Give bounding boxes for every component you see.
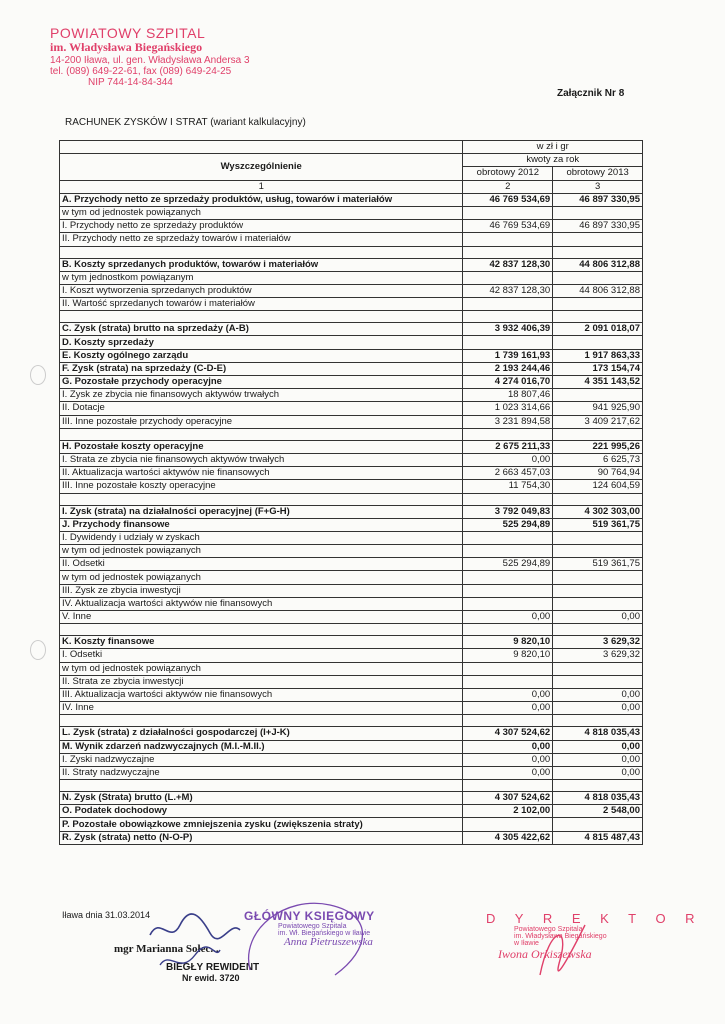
- row-label: w tym od jednostek powiązanych: [60, 545, 463, 558]
- value-2012: 4 274 016,70: [463, 376, 553, 389]
- row-label: III. Inne pozostałe koszty operacyjne: [60, 480, 463, 493]
- table-row: [60, 480, 643, 493]
- row-label: I. Strata ze zbycia nie finansowych aktywów trwałych: [60, 453, 463, 466]
- row-label: III. Aktualizacja wartości aktywów nie finansowych: [60, 688, 463, 701]
- table-row: [60, 597, 643, 610]
- value-2013: [553, 493, 643, 505]
- value-2012: 4 305 422,62: [463, 831, 553, 844]
- value-2013: 124 604,59: [553, 480, 643, 493]
- value-2012: 46 769 534,69: [463, 220, 553, 233]
- value-2012: [463, 493, 553, 505]
- value-2013: [553, 571, 643, 584]
- row-label: II. Strata ze zbycia inwestycji: [60, 675, 463, 688]
- table-row: [60, 831, 643, 844]
- value-2013: [553, 597, 643, 610]
- value-2012: 0,00: [463, 611, 553, 624]
- table-row: [60, 805, 643, 818]
- value-2012: 18 807,46: [463, 389, 553, 402]
- row-label: III. Zysk ze zbycia inwestycji: [60, 584, 463, 597]
- value-2013: 173 154,74: [553, 362, 643, 375]
- value-2012: [463, 597, 553, 610]
- row-label: L. Zysk (strata) z działalności gospodarczej (I+J-K): [60, 727, 463, 740]
- row-label: [60, 311, 463, 323]
- table-row: [60, 584, 643, 597]
- row-label: w tym od jednostek powiązanych: [60, 206, 463, 219]
- description-header: Wyszczególnienie: [60, 154, 463, 180]
- income-statement-table: [59, 140, 643, 845]
- value-2012: 0,00: [463, 453, 553, 466]
- value-2013: [553, 662, 643, 675]
- signer-name: mgr Marianna Sołec...: [114, 943, 219, 955]
- row-label: I. Zyski nadzwyczajne: [60, 753, 463, 766]
- row-label: w tym od jednostek powiązanych: [60, 662, 463, 675]
- value-2012: 2 102,00: [463, 805, 553, 818]
- value-2013: [553, 428, 643, 440]
- table-row: [60, 662, 643, 675]
- table-row: [60, 220, 643, 233]
- row-label: C. Zysk (strata) brutto na sprzedaży (A-B): [60, 323, 463, 336]
- punch-hole: [30, 640, 46, 660]
- value-2013: [553, 233, 643, 246]
- value-2012: [463, 233, 553, 246]
- spacer-row: [60, 311, 643, 323]
- table-row: [60, 675, 643, 688]
- accountant-line: Powiatowego Szpitala: [278, 922, 347, 930]
- row-label: O. Podatek dochodowy: [60, 805, 463, 818]
- row-label: K. Koszty finansowe: [60, 636, 463, 649]
- table-row: [60, 753, 643, 766]
- column-number-row: [60, 180, 643, 193]
- value-2013: 3 409 217,62: [553, 415, 643, 428]
- spacer-row: [60, 493, 643, 505]
- hospital-stamp: [50, 26, 250, 88]
- value-2012: [463, 311, 553, 323]
- value-2013: [553, 311, 643, 323]
- row-label: F. Zysk (strata) na sprzedaży (C-D-E): [60, 362, 463, 375]
- value-2013: 519 361,75: [553, 518, 643, 531]
- value-2013: 90 764,94: [553, 467, 643, 480]
- table-row: [60, 415, 643, 428]
- value-2013: [553, 675, 643, 688]
- punch-hole: [30, 365, 46, 385]
- row-label: II. Straty nadzwyczajne: [60, 766, 463, 779]
- value-2013: 1 917 863,33: [553, 349, 643, 362]
- row-label: [60, 780, 463, 792]
- table-row: [60, 649, 643, 662]
- value-2012: [463, 246, 553, 258]
- value-2012: 3 792 049,83: [463, 505, 553, 518]
- value-2013: 0,00: [553, 611, 643, 624]
- table-row: [60, 453, 643, 466]
- row-label: [60, 246, 463, 258]
- value-2013: 3 629,32: [553, 649, 643, 662]
- value-2013: [553, 298, 643, 311]
- value-2012: [463, 336, 553, 349]
- row-label: I. Koszt wytworzenia sprzedanych produktów: [60, 284, 463, 297]
- table-row: [60, 558, 643, 571]
- table-row: [60, 376, 643, 389]
- director-line: im. Władysława Biegańskiego: [514, 932, 607, 940]
- value-2012: [463, 571, 553, 584]
- value-2012: [463, 545, 553, 558]
- table-row: [60, 702, 643, 715]
- value-2013: [553, 271, 643, 284]
- stamp-line: NIP 744-14-84-344: [88, 76, 173, 88]
- column-number: 3: [553, 180, 643, 193]
- column-number: 2: [463, 180, 553, 193]
- header-cell: [60, 141, 463, 154]
- value-2012: [463, 780, 553, 792]
- value-2013: 0,00: [553, 688, 643, 701]
- value-2012: 4 307 524,62: [463, 727, 553, 740]
- row-label: D. Koszty sprzedaży: [60, 336, 463, 349]
- table-row: [60, 233, 643, 246]
- table-row: [60, 727, 643, 740]
- director-name: Iwona Orkiszewska: [498, 946, 592, 961]
- value-2013: 4 351 143,52: [553, 376, 643, 389]
- spacer-row: [60, 246, 643, 258]
- value-2012: 2 193 244,46: [463, 362, 553, 375]
- row-label: G. Pozostałe przychody operacyjne: [60, 376, 463, 389]
- director-stamp: [486, 912, 703, 960]
- auditor-stamp: [166, 963, 259, 983]
- row-label: [60, 715, 463, 727]
- row-label: H. Pozostałe koszty operacyjne: [60, 440, 463, 453]
- value-2013: 4 302 303,00: [553, 505, 643, 518]
- row-label: [60, 493, 463, 505]
- director-line: w Iławie: [514, 940, 539, 948]
- value-2012: [463, 584, 553, 597]
- table-row: [60, 636, 643, 649]
- row-label: III. Inne pozostałe przychody operacyjne: [60, 415, 463, 428]
- value-2013: [553, 545, 643, 558]
- row-label: M. Wynik zdarzeń nadzwyczajnych (M.I.-M.II.): [60, 740, 463, 753]
- table-row: [60, 688, 643, 701]
- director-title: D Y R E K T O R: [486, 911, 703, 926]
- row-label: w tym od jednostek powiązanych: [60, 571, 463, 584]
- row-label: B. Koszty sprzedanych produktów, towarów i materiałów: [60, 258, 463, 271]
- row-label: [60, 428, 463, 440]
- table-row: [60, 818, 643, 831]
- value-2012: 2 675 211,33: [463, 440, 553, 453]
- value-2012: [463, 675, 553, 688]
- value-2013: 4 818 035,43: [553, 792, 643, 805]
- value-2012: 3 231 894,58: [463, 415, 553, 428]
- spacer-row: [60, 624, 643, 636]
- table-row: [60, 518, 643, 531]
- table-row: [60, 336, 643, 349]
- value-2013: 0,00: [553, 702, 643, 715]
- value-2012: [463, 715, 553, 727]
- row-label: I. Zysk ze zbycia nie finansowych aktywów trwałych: [60, 389, 463, 402]
- value-2012: 0,00: [463, 702, 553, 715]
- value-2012: 1 739 161,93: [463, 349, 553, 362]
- table-row: [60, 206, 643, 219]
- table-row: [60, 531, 643, 544]
- value-2013: 2 548,00: [553, 805, 643, 818]
- value-2012: [463, 818, 553, 831]
- table-row: [60, 284, 643, 297]
- director-line: Powiatowego Szpitala: [514, 925, 583, 933]
- value-2013: 46 897 330,95: [553, 193, 643, 206]
- value-2012: 11 754,30: [463, 480, 553, 493]
- table-row: [60, 545, 643, 558]
- table-row: [60, 505, 643, 518]
- table-row: [60, 193, 643, 206]
- row-label: P. Pozostałe obowiązkowe zmniejszenia zysku (zwiększenia straty): [60, 818, 463, 831]
- accountant-title: GŁÓWNY KSIĘGOWY: [244, 909, 375, 923]
- value-2013: [553, 389, 643, 402]
- spacer-row: [60, 715, 643, 727]
- value-2012: 0,00: [463, 766, 553, 779]
- value-2013: [553, 246, 643, 258]
- row-label: R. Zysk (strata) netto (N-O-P): [60, 831, 463, 844]
- table-header-row: [60, 154, 643, 167]
- document-title: RACHUNEK ZYSKÓW I STRAT (wariant kalkulacyjny): [65, 117, 306, 128]
- table-row: [60, 611, 643, 624]
- value-2013: [553, 780, 643, 792]
- table-row: [60, 467, 643, 480]
- attachment-label: Załącznik Nr 8: [557, 88, 625, 99]
- value-2012: [463, 206, 553, 219]
- value-2012: 42 837 128,30: [463, 258, 553, 271]
- row-label: E. Koszty ogólnego zarządu: [60, 349, 463, 362]
- value-2012: [463, 531, 553, 544]
- row-label: [60, 624, 463, 636]
- value-2013: 4 818 035,43: [553, 727, 643, 740]
- spacer-row: [60, 428, 643, 440]
- accountant-line: im. Wł. Biegańskiego w Iławie: [278, 929, 371, 937]
- value-2013: 0,00: [553, 753, 643, 766]
- value-2013: 44 806 312,88: [553, 284, 643, 297]
- table-row: [60, 440, 643, 453]
- value-2012: 46 769 534,69: [463, 193, 553, 206]
- table-row: [60, 571, 643, 584]
- value-2012: 0,00: [463, 740, 553, 753]
- table-row: [60, 362, 643, 375]
- accountant-name: Anna Pietruszewska: [284, 936, 373, 949]
- row-label: I. Dywidendy i udziały w zyskach: [60, 531, 463, 544]
- value-2012: 9 820,10: [463, 649, 553, 662]
- value-2013: [553, 624, 643, 636]
- table-row: [60, 258, 643, 271]
- value-2012: [463, 624, 553, 636]
- auditor-number: Nr ewid. 3720: [182, 972, 240, 983]
- value-2012: [463, 298, 553, 311]
- value-2013: 4 815 487,43: [553, 831, 643, 844]
- value-2012: 525 294,89: [463, 558, 553, 571]
- value-2013: 221 995,26: [553, 440, 643, 453]
- row-label: IV. Inne: [60, 702, 463, 715]
- value-2013: 3 629,32: [553, 636, 643, 649]
- chief-accountant-stamp: [244, 910, 375, 949]
- value-2012: 42 837 128,30: [463, 284, 553, 297]
- table-row: [60, 766, 643, 779]
- value-2012: [463, 662, 553, 675]
- stamp-line: POWIATOWY SZPITAL: [50, 25, 206, 41]
- value-2013: 2 091 018,07: [553, 323, 643, 336]
- row-label: I. Odsetki: [60, 649, 463, 662]
- table-row: [60, 402, 643, 415]
- year-2013-header: obrotowy 2013: [553, 167, 643, 180]
- row-label: II. Przychody netto ze sprzedaży towarów i materiałów: [60, 233, 463, 246]
- row-label: II. Aktualizacja wartości aktywów nie finansowych: [60, 467, 463, 480]
- signature-date: Iława dnia 31.03.2014: [62, 910, 151, 920]
- value-2013: 519 361,75: [553, 558, 643, 571]
- row-label: II. Odsetki: [60, 558, 463, 571]
- value-2013: [553, 584, 643, 597]
- table-row: [60, 298, 643, 311]
- value-2012: [463, 271, 553, 284]
- row-label: A. Przychody netto ze sprzedaży produktów, usług, towarów i materiałów: [60, 193, 463, 206]
- row-label: V. Inne: [60, 611, 463, 624]
- value-2013: [553, 336, 643, 349]
- value-2013: [553, 206, 643, 219]
- table-row: [60, 323, 643, 336]
- column-number: 1: [60, 180, 463, 193]
- row-label: I. Zysk (strata) na działalności operacyjnej (F+G-H): [60, 505, 463, 518]
- value-2012: [463, 428, 553, 440]
- stamp-line: 14-200 Iława, ul. gen. Władysława Andersa 3: [50, 54, 250, 66]
- value-2013: [553, 531, 643, 544]
- stamp-line: tel. (089) 649-22-61, fax (089) 649-24-25: [50, 65, 232, 77]
- value-2012: 0,00: [463, 688, 553, 701]
- table-header-row: [60, 141, 643, 154]
- auditor-title: BIEGŁY REWIDENT: [166, 962, 260, 973]
- value-2013: [553, 715, 643, 727]
- value-2013: [553, 818, 643, 831]
- value-2013: 6 625,73: [553, 453, 643, 466]
- row-label: IV. Aktualizacja wartości aktywów nie finansowych: [60, 597, 463, 610]
- value-2012: 9 820,10: [463, 636, 553, 649]
- row-label: N. Zysk (Strata) brutto (L.+M): [60, 792, 463, 805]
- amounts-header: kwoty za rok: [463, 154, 643, 167]
- row-label: I. Przychody netto ze sprzedaży produktów: [60, 220, 463, 233]
- table-row: [60, 740, 643, 753]
- row-label: J. Przychody finansowe: [60, 518, 463, 531]
- value-2012: 525 294,89: [463, 518, 553, 531]
- spacer-row: [60, 780, 643, 792]
- row-label: II. Wartość sprzedanych towarów i materiałów: [60, 298, 463, 311]
- table-row: [60, 389, 643, 402]
- value-2012: 2 663 457,03: [463, 467, 553, 480]
- value-2012: 4 307 524,62: [463, 792, 553, 805]
- value-2012: 1 023 314,66: [463, 402, 553, 415]
- value-2013: 46 897 330,95: [553, 220, 643, 233]
- row-label: w tym jednostkom powiązanym: [60, 271, 463, 284]
- table-row: [60, 792, 643, 805]
- value-2013: 0,00: [553, 740, 643, 753]
- value-2012: 0,00: [463, 753, 553, 766]
- year-2012-header: obrotowy 2012: [463, 167, 553, 180]
- value-2013: 941 925,90: [553, 402, 643, 415]
- unit-cell: w zł i gr: [463, 141, 643, 154]
- table-row: [60, 271, 643, 284]
- value-2013: 0,00: [553, 766, 643, 779]
- stamp-line: im. Władysława Biegańskiego: [50, 40, 203, 55]
- row-label: II. Dotacje: [60, 402, 463, 415]
- table-row: [60, 349, 643, 362]
- value-2013: 44 806 312,88: [553, 258, 643, 271]
- value-2012: 3 932 406,39: [463, 323, 553, 336]
